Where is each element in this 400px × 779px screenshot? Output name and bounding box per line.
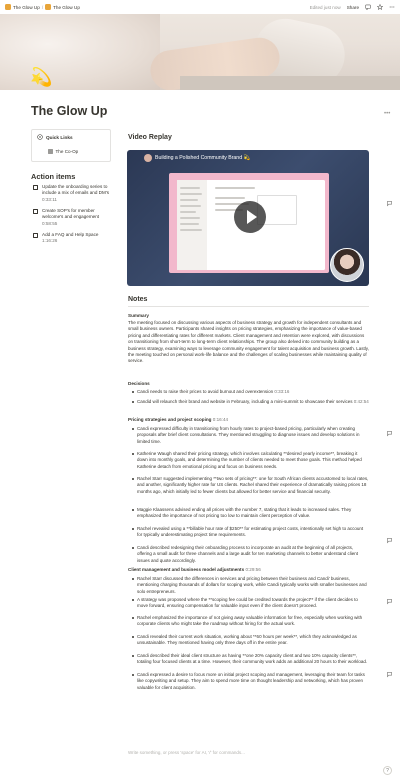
play-button[interactable] [234, 201, 266, 233]
content-line [215, 187, 255, 189]
video-replay-heading: Video Replay [128, 134, 172, 141]
pricing-item: Candi expressed difficulty in transitioning from hourly rates to project-based pricing, particularly when creating proposals after brief client consultations. They mentioned struggling to diagnose issues and develop solutions in limited time. [130, 426, 369, 445]
action-item-text[interactable]: Add a FAQ and Help Space [42, 232, 99, 237]
decisions-heading: Decisions [128, 381, 150, 386]
breadcrumb-label: The Glow Up [53, 4, 80, 10]
action-item-timestamp[interactable]: 0:33:11 [42, 196, 57, 202]
page-icon-small [5, 4, 11, 10]
sidebar-line [180, 193, 202, 195]
edited-status: Edited just now [309, 4, 341, 10]
cover-laptop [180, 76, 400, 90]
pricing-timestamp[interactable]: 0:16:44 [212, 417, 229, 422]
todo-checkbox[interactable] [33, 209, 38, 214]
divider [128, 306, 369, 307]
breadcrumb-label: The Glow Up [13, 4, 40, 10]
pricing-item: Rachel revealed using a **billable hour rate of $250** for estimating project costs, intentionally set high to account for typically underestimating project time requirements. [130, 526, 369, 539]
presenter-webcam [330, 248, 364, 282]
sidebar-line [180, 223, 199, 225]
link-icon [37, 134, 43, 140]
client-heading [128, 567, 261, 572]
more-options-icon[interactable]: ••• [384, 111, 391, 117]
editor-placeholder[interactable]: Write something, or press 'space' for AI, '/' for commands... [128, 750, 245, 755]
breadcrumb-item[interactable] [5, 4, 40, 10]
sidebar-line [180, 205, 201, 207]
action-item-timestamp[interactable]: 0:58:55 [42, 220, 58, 226]
comment-icon[interactable] [386, 200, 393, 207]
action-item-text[interactable]: Update the onboarding series to include a mix of emails and DM's [42, 184, 110, 196]
client-item: Candi described their ideal client structure as having **one 20% capacity client and two 10% capacity clients**, totaling four focused clients at a time. However, their community work adds an additional 20 hours to their workload. [130, 653, 369, 666]
comments-icon[interactable] [365, 4, 371, 10]
video-title-bar [144, 154, 250, 162]
decision-timestamp[interactable]: 0:33:16 [274, 389, 290, 394]
decision-text: Candi needs to raise their prices to avoid burnout and overextension [137, 389, 274, 394]
decision-timestamp[interactable]: 0:42:54 [353, 399, 369, 404]
sidebar-line [180, 217, 200, 219]
quick-links-header [37, 134, 73, 140]
decision-text: Candid will relaunch their brand and website in February, including a mini-summit to showcase their services [137, 399, 353, 404]
action-items-title: Action items [31, 172, 76, 181]
pricing-item: Rachel Starr suggested implementing **two sets of pricing**: one for South African clients accustomed to local rates, and another, significantly higher rate for US clients. Rachel shared their experience of dramatically raising prices 18 months ago, which initially led to fewer clients but allowed for better service and financial security. [130, 476, 369, 495]
client-item: Candi expressed a desire to focus more on initial project scoping and management, leveraging their team for tasks like copywriting and setup. They aim to spend more time on thought leadership and networking, which has proven valuable for client acquisition. [130, 672, 369, 691]
quick-links-box [31, 129, 111, 162]
star-icon[interactable] [377, 4, 383, 10]
pricing-item: Maggie Klaassens advised ending all prices with the number 7, stating that it leads to increased sales. They emphasized the importance of not pricing too low to maintain client perception of value. [130, 507, 369, 520]
breadcrumb-item[interactable] [45, 4, 80, 10]
share-button[interactable]: Share [346, 4, 359, 10]
quick-link-label: The Co-Op [55, 149, 79, 154]
top-bar [0, 0, 400, 14]
client-item: Candi revealed their current work situation, working about **60 hours per week**, which they acknowledged as unsustainable. They mentioned having only three days off in the entire year. [130, 634, 369, 647]
sidebar-line [180, 229, 202, 231]
action-item [33, 232, 115, 245]
comment-icon[interactable] [386, 430, 393, 437]
cover-light-area [0, 14, 160, 90]
notes-heading: Notes [128, 296, 148, 303]
sidebar-line [180, 211, 196, 213]
action-item-timestamp[interactable]: 1:16:26 [42, 238, 58, 244]
sidebar-line [180, 199, 198, 201]
quick-link-item[interactable] [48, 149, 78, 154]
sidebar-line [180, 187, 200, 189]
summary-heading: Summary [128, 313, 149, 318]
channel-avatar [144, 154, 152, 162]
action-item [33, 184, 115, 203]
client-timestamp[interactable]: 0:29:56 [245, 567, 261, 572]
pricing-item: Katherine Waugh shared their pricing strategy, which involves calculating **desired yearly income**, breaking it down into monthly goals, and determining the number of clients needed to meet those goals. This method helped Katherine detach from emotional pricing and focus on business needs. [130, 451, 369, 470]
pricing-heading [128, 417, 228, 422]
comment-icon[interactable] [386, 537, 393, 544]
pricing-heading-text: Pricing strategies and project scoping [128, 417, 212, 422]
breadcrumb-separator: / [41, 4, 44, 10]
client-item: A strategy was proposed where the **scoping fee could be credited towards the project** if the client decides to move forward, ensuring compensation for valuable input even if the client doesn't proceed. [130, 597, 369, 610]
page-icon-small [45, 4, 51, 10]
summary-text: The meeting focused on discussing various aspects of business strategy and growth for independent consultants and small business owners. Participants shared insights on pricing strategies, emphasizing the importance of value-based pricing and differentiating rates for different markets. Client management and retention were explored, with discussions on transitioning from short-term to long-term client relationships. The group also delved into community building as a business strategy, examining ways to leverage community engagement for talent acquisition and business growth. Lastly, the meeting touched on personal work-life balance and the challenges of scaling businesses while maintaining quality of service. [128, 320, 369, 364]
action-item-text[interactable]: Create SOP's for member welcome's and engagement [42, 208, 100, 220]
page-title[interactable]: The Glow Up [31, 104, 108, 118]
client-item: Rachel Starr discussed the differences in services and pricing between their business and Candi' business, mentioning charging thousands of dollars for scoping work, while Candi typically works with smaller businesses and solo entrepreneurs. [130, 576, 369, 595]
todo-checkbox[interactable] [33, 233, 38, 238]
decision-item [130, 399, 369, 405]
more-icon[interactable] [389, 4, 395, 10]
help-icon[interactable]: ? [383, 766, 392, 775]
comment-icon[interactable] [386, 598, 393, 605]
video-title: Building a Polished Community Brand 💫 [155, 155, 250, 161]
action-item [33, 208, 115, 227]
quick-links-title: Quick Links [46, 134, 73, 140]
doc-icon [48, 149, 53, 154]
content-line [215, 197, 245, 199]
client-item: Rachel emphasized the importance of not giving away valuable information for free, especially when working with corporate clients who might take the roadmap without hiring for the actual work. [130, 615, 369, 628]
decision-item [130, 389, 369, 395]
cover-image [0, 14, 400, 90]
play-icon [247, 210, 257, 224]
pricing-item: Candi described redesigning their onboarding process to incorporate an audit at the beginning of all projects, offering a small audit for three channels and a large audit for ten marketing channels to better understand client issues and quote accordingly. [130, 545, 369, 564]
todo-checkbox[interactable] [33, 185, 38, 190]
client-heading-text: Client management and business model adjustments [128, 567, 245, 572]
page-emoji-icon[interactable]: 💫 [30, 67, 53, 87]
video-player[interactable] [127, 150, 369, 286]
comment-icon[interactable] [386, 671, 393, 678]
